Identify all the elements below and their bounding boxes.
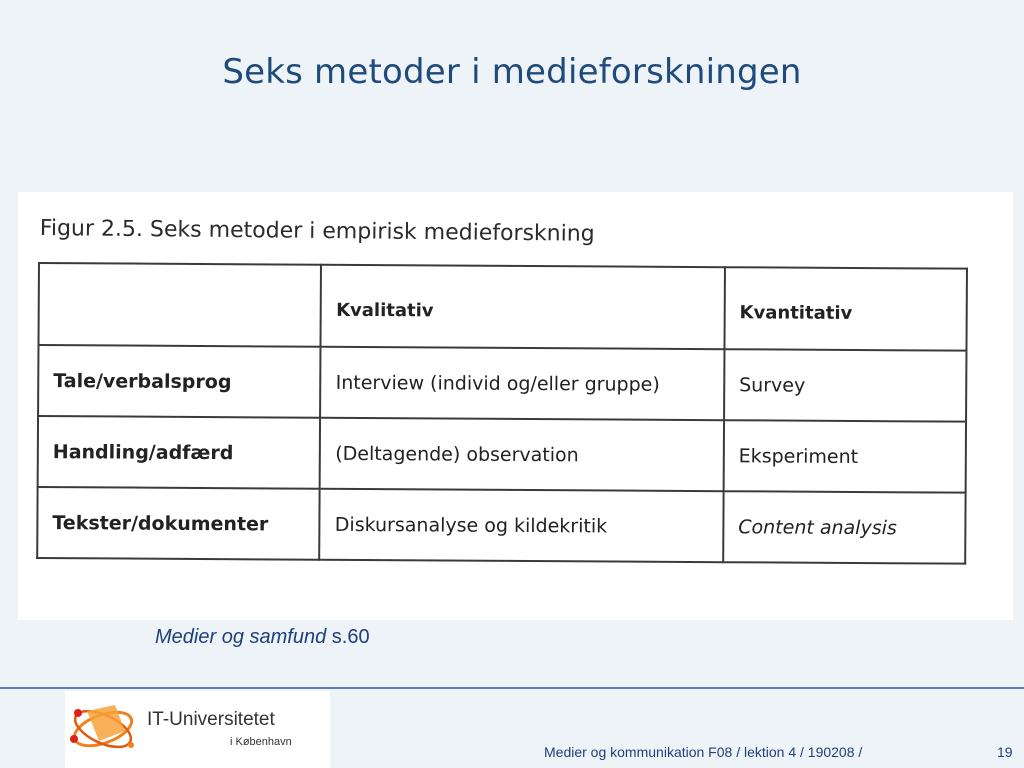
table-row	[38, 345, 966, 422]
row-label: Tale/verbalsprog	[38, 345, 321, 418]
table-row	[37, 487, 965, 564]
cell-qualitative: Diskursanalyse og kildekritik	[320, 489, 724, 562]
cell-qualitative: Interview (individ og/eller gruppe)	[320, 347, 724, 420]
header-empty-cell	[38, 263, 321, 347]
table-row	[38, 416, 966, 493]
slide-title: Seks metoder i medieforskningen	[222, 52, 802, 92]
footer-text: Medier og kommunikation F08 / lektion 4 / 190208 /	[544, 744, 863, 760]
cell-quantitative: Content analysis	[723, 491, 966, 563]
cell-qualitative: (Deltagende) observation	[320, 418, 724, 491]
table-header-row	[38, 263, 966, 351]
footer-divider	[0, 687, 1024, 689]
itu-logo	[65, 691, 330, 768]
source-citation	[155, 626, 370, 649]
source-title: Medier og samfund	[155, 626, 327, 648]
itu-logo-icon	[65, 697, 141, 761]
logo-name: IT-Universitetet	[147, 709, 275, 730]
figure-caption: Figur 2.5. Seks metoder i empirisk medieforskning	[39, 216, 595, 247]
methods-table	[36, 262, 968, 565]
cell-quantitative: Eksperiment	[724, 420, 967, 492]
header-kvantitativ: Kvantitativ	[724, 267, 967, 350]
logo-subtitle: i København	[230, 736, 292, 748]
cell-quantitative: Survey	[724, 349, 967, 421]
row-label: Handling/adfærd	[38, 416, 321, 489]
scanned-figure	[18, 192, 1013, 620]
page-number: 19	[997, 744, 1013, 760]
row-label: Tekster/dokumenter	[37, 487, 320, 560]
source-page: s.60	[326, 626, 370, 648]
header-kvalitativ: Kvalitativ	[321, 265, 725, 349]
